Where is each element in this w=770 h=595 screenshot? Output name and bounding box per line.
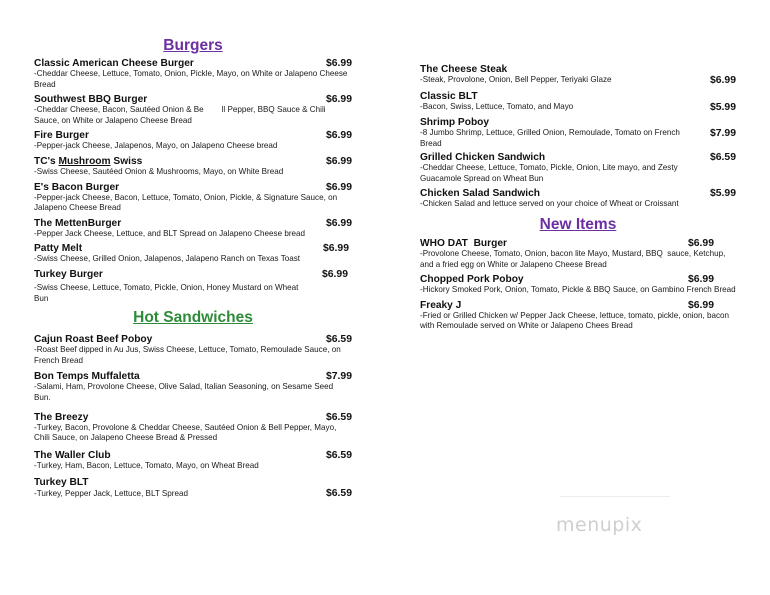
item-name: Grilled Chicken Sandwich [420, 152, 546, 164]
item-description: -Bacon, Swiss, Lettuce, Tomato, and Mayo [420, 102, 574, 112]
item-description: -Swiss Cheese, Lettuce, Tomato, Pickle, Onion, Honey Mustard on Wheat Bun [34, 282, 299, 303]
item-description: -Pepper Jack Cheese, Lettuce, and BLT Spread on Jalapeno Cheese bread [34, 228, 306, 238]
menu-item [34, 156, 352, 178]
item-description: -Steak, Provolone, Onion, Bell Pepper, Teriyaki Glaze [420, 75, 612, 85]
item-price: $5.99 [709, 188, 736, 200]
item-price: $6.99 [322, 243, 349, 255]
item-name: Classic American Cheese Burger [34, 58, 194, 69]
watermark-divider [560, 496, 670, 497]
menu-item [34, 58, 352, 90]
menu-item [420, 300, 736, 332]
item-price: $6.99 [687, 274, 714, 286]
item-price: $6.59 [325, 411, 352, 423]
item-name: The Breezy [34, 411, 89, 423]
item-description: -Swiss Cheese, Grilled Onion, Jalapenos, Jalapeno Ranch on Texas Toast [34, 254, 301, 264]
new-items-title: New Items [539, 215, 617, 233]
item-price: $6.59 [709, 152, 736, 164]
item-price: $5.99 [709, 102, 736, 113]
burgers-title: Burgers [163, 37, 223, 54]
item-name: The Cheese Steak [420, 64, 508, 75]
item-name: Chopped Pork Poboy [420, 274, 524, 286]
item-price: $6.99 [321, 268, 348, 280]
item-description: -Turkey, Bacon, Provolone & Cheddar Cheese, Sautéed Onion & Bell Pepper, Mayo, Chili Sauce, on Jalapeno Cheese Bread & Pressed [34, 422, 337, 443]
item-name: E's Bacon Burger [34, 181, 120, 193]
item-price: $6.99 [709, 75, 736, 86]
menu-item [420, 188, 736, 210]
item-price: $6.99 [325, 217, 352, 229]
item-name: Freaky J [420, 299, 462, 311]
menu-item [34, 334, 352, 366]
menu-item [34, 269, 352, 304]
menu-item [34, 130, 352, 152]
item-name: Patty Melt [34, 243, 83, 255]
item-name [34, 156, 142, 167]
item-price: $6.99 [325, 130, 352, 142]
menu-item [420, 152, 736, 184]
item-name: The Waller Club [34, 449, 111, 461]
item-price: $6.99 [325, 94, 352, 106]
item-description: -Fried or Grilled Chicken w/ Pepper Jack Cheese, lettuce, tomato, pickle, onion, bacon with Remoulade served on White or Jalapeno Chees Bread [420, 310, 730, 331]
menu-item [420, 238, 736, 270]
item-price: $6.99 [325, 181, 352, 193]
item-description: -Pepper-jack Cheese, Jalapenos, Mayo, on Jalapeno Cheese bread [34, 141, 278, 151]
menu-item [34, 243, 352, 265]
item-description: -Cheddar Cheese, Bacon, Sautéed Onion & Be ll Pepper, BBQ Sauce & Chili Sauce, on White or Jalapeno Cheese Bread [34, 105, 328, 125]
item-name: Classic BLT [420, 91, 478, 102]
item-price: $6.99 [325, 155, 352, 167]
hot-sandwiches-title: Hot Sandwiches [133, 309, 253, 327]
menu-item [34, 94, 352, 126]
item-description: -Pepper-jack Cheese, Bacon, Lettuce, Tomato, Onion, Pickle, & Signature Sauce, on Jalapeno Cheese Bread [34, 192, 338, 213]
menu-item [420, 64, 736, 86]
item-description: -8 Jumbo Shrimp, Lettuce, Grilled Onion, Remoulade, Tomato on French Bread [420, 128, 680, 148]
item-price: $6.99 [325, 58, 352, 69]
item-name-part: Swiss [110, 155, 143, 167]
item-name: Cajun Roast Beef Poboy [34, 334, 153, 346]
item-name: Shrimp Poboy [420, 117, 490, 128]
item-price: $6.59 [325, 488, 352, 500]
item-description: -Hickory Smoked Pork, Onion, Tomato, Pickle & BBQ Sauce, on Gambino French Bread [420, 285, 736, 295]
item-name: Turkey BLT [34, 477, 89, 489]
item-price: $6.59 [325, 449, 352, 461]
item-name: WHO DAT Burger [420, 237, 507, 249]
item-description: -Swiss Cheese, Sautéed Onion & Mushrooms, Mayo, on White Bread [34, 166, 284, 176]
item-name: Southwest BBQ Burger [34, 94, 148, 106]
menupix-watermark: menupix [556, 514, 643, 536]
menu-item [420, 274, 736, 296]
menu-item [34, 477, 352, 499]
item-name: Turkey Burger [34, 268, 103, 280]
item-description: -Cheddar Cheese, Lettuce, Tomato, Pickle, Onion, Lite mayo, and Zesty Guacamole Spread on Wheat Bun [420, 163, 678, 183]
item-description: -Provolone Cheese, Tomato, Onion, bacon lite Mayo, Mustard, BBQ sauce, Ketchup, and a fried egg on White or Jalapeno Cheese Bread [420, 248, 730, 269]
item-name: Chicken Salad Sandwich [420, 188, 541, 200]
item-price: $6.99 [687, 237, 714, 249]
menu-item [420, 91, 736, 113]
item-name: Fire Burger [34, 130, 89, 142]
item-description: -Salami, Ham, Provolone Cheese, Olive Salad, Italian Seasoning, on Sesame Seed Bun. [34, 382, 334, 402]
menu-item [34, 182, 352, 214]
item-name: Bon Temps Muffaletta [34, 371, 140, 383]
menu-item [420, 117, 736, 149]
item-price: $7.99 [325, 371, 352, 383]
left-column [34, 37, 352, 499]
item-name-underlined: Mushroom [58, 155, 111, 167]
right-column [420, 64, 736, 332]
menu-item [34, 450, 352, 472]
menu-item [34, 371, 352, 403]
item-name-part: TC's [34, 155, 59, 167]
item-price: $6.99 [687, 299, 714, 311]
item-description: -Cheddar Cheese, Lettuce, Tomato, Onion, Pickle, Mayo, on White or Jalapeno Cheese Bread [34, 69, 348, 89]
menu-item [34, 412, 352, 444]
item-name: The MettenBurger [34, 217, 122, 229]
item-description: -Chicken Salad and lettuce served on your choice of Wheat or Croissant [420, 199, 679, 209]
item-price: $6.59 [325, 334, 352, 346]
item-description: -Turkey, Pepper Jack, Lettuce, BLT Spread [34, 488, 189, 498]
item-description: -Turkey, Ham, Bacon, Lettuce, Tomato, Mayo, on Wheat Bread [34, 460, 259, 470]
item-description: -Roast Beef dipped in Au Jus, Swiss Cheese, Lettuce, Tomato, Remoulade Sauce, on French Bread [34, 345, 341, 365]
item-price: $7.99 [709, 128, 736, 139]
menu-item [34, 218, 352, 240]
